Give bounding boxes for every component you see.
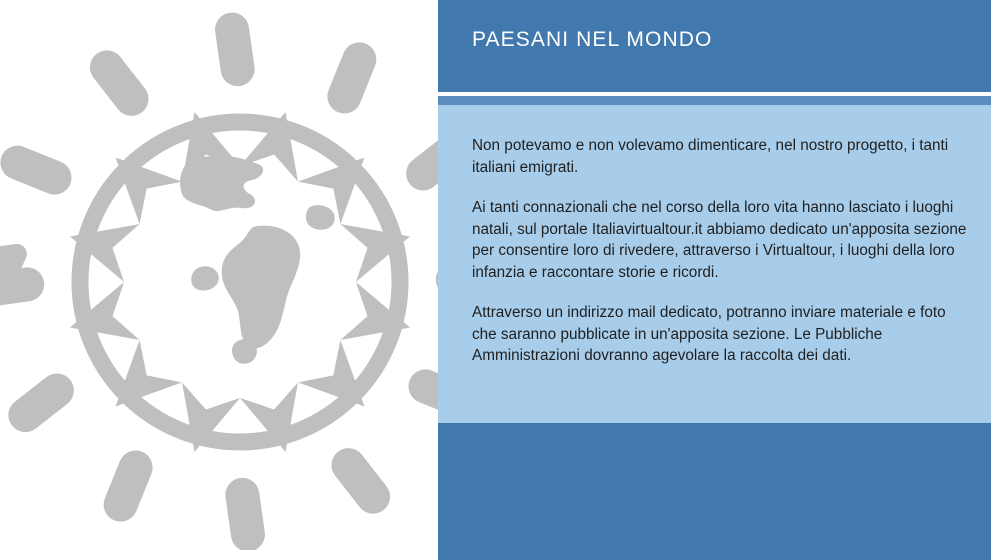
illustration-panel <box>0 0 438 560</box>
body-text <box>472 135 967 367</box>
paragraph-3: Attraverso un indirizzo mail dedicato, potranno inviare materiale e foto che saranno pubblicate in un'apposita sezione. Le Pubbliche Amministrazioni dovranno agevolare la raccolta dei dati. <box>472 304 946 364</box>
content-column <box>438 0 991 560</box>
title-band <box>438 0 991 92</box>
body-panel <box>438 105 991 423</box>
accent-divider <box>438 96 991 105</box>
globe-with-arrows-icon <box>0 10 438 550</box>
paragraph-2: Ai tanti connazionali che nel corso della loro vita hanno lasciato i luoghi natali, sul portale Italiavirtualtour.it abbiamo dedicato un'apposita sezione per consentire loro di rivedere, attraverso i Virtualtour, i luoghi della loro infanzia e raccontare storie e ricordi. <box>472 199 967 281</box>
footer-band <box>438 423 991 560</box>
page-title: PAESANI NEL MONDO <box>472 28 713 51</box>
paragraph-1: Non potevamo e non volevamo dimenticare, nel nostro progetto, i tanti italiani emigrati. <box>472 137 949 176</box>
